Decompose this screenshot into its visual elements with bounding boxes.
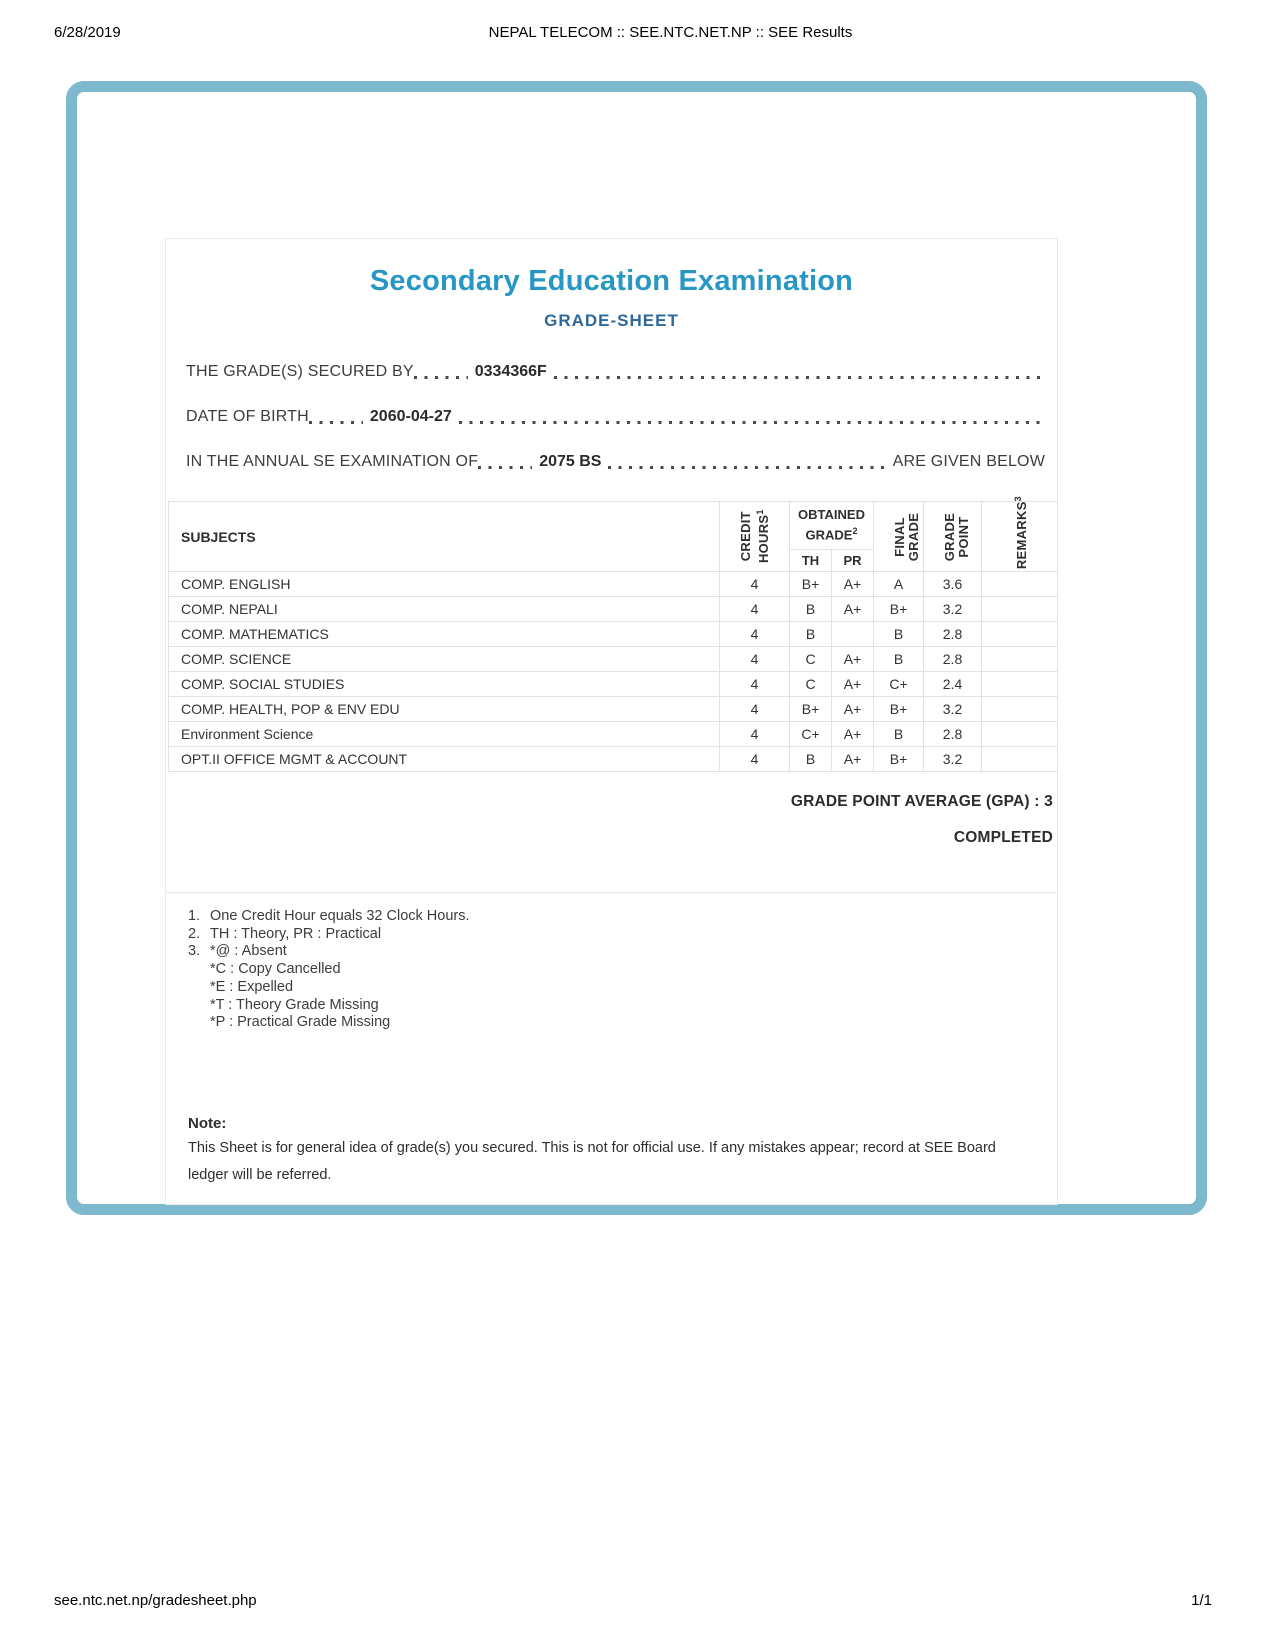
subject-name: Environment Science [169,722,720,747]
final-grade: B+ [874,597,924,622]
credit-hours: 4 [720,722,790,747]
section-divider [166,892,1057,893]
remarks [982,597,1058,622]
subject-name: COMP. ENGLISH [169,572,720,597]
col-header-grade-point: GRADE POINT [924,502,982,572]
footnote-item [188,926,470,944]
practical-grade: A+ [832,747,874,772]
practical-grade: A+ [832,672,874,697]
dotted-leader [459,421,1045,424]
final-grade: B+ [874,697,924,722]
final-grade: B [874,647,924,672]
print-page-title: NEPAL TELECOM :: SEE.NTC.NET.NP :: SEE Results [488,24,853,41]
sheet-subtitle: GRADE-SHEET [544,311,679,330]
dotted-leader [414,376,468,379]
credit-hours: 4 [720,697,790,722]
practical-grade: A+ [832,647,874,672]
footnote-item [188,943,470,961]
exam-year-label: IN THE ANNUAL SE EXAMINATION OF [186,453,479,470]
gpa-label: GRADE POINT AVERAGE (GPA) : [790,793,1040,810]
table-row [169,747,1058,772]
table-row [169,722,1058,747]
credit-hours: 4 [720,572,790,597]
col-header-obtained-grade: OBTAINED GRADE$^2$ [790,502,874,550]
col-header-subjects: SUBJECTS [169,502,720,572]
theory-grade: B+ [790,572,832,597]
footer-url: see.ntc.net.np/gradesheet.php [54,1592,257,1609]
credit-hours: 4 [720,597,790,622]
final-grade: C+ [874,672,924,697]
dob-line [186,408,1045,426]
footnote-subitem: *E : Expelled [210,978,294,995]
dotted-leader [478,466,532,469]
footnote-subitem: *P : Practical Grade Missing [210,1014,391,1031]
symbol-number-value: 0334366F [474,363,547,380]
print-date: 6/28/2019 [54,24,121,41]
footnote-number: 2. [188,925,201,942]
grade-point: 3.6 [924,572,982,597]
subject-name: COMP. NEPALI [169,597,720,622]
subject-name: COMP. SOCIAL STUDIES [169,672,720,697]
practical-grade: A+ [832,597,874,622]
exam-year-line [186,453,1045,471]
subject-name: COMP. HEALTH, POP & ENV EDU [169,697,720,722]
remarks [982,572,1058,597]
final-grade: A [874,572,924,597]
subject-name: OPT.II OFFICE MGMT & ACCOUNT [169,747,720,772]
gpa-value: 3 [1044,793,1053,810]
credit-hours: 4 [720,647,790,672]
subject-name: COMP. SCIENCE [169,647,720,672]
footnote-text: One Credit Hour equals 32 Clock Hours. [210,908,470,924]
dob-label: DATE OF BIRTH [186,408,309,425]
final-grade: B [874,622,924,647]
footnote-number: 1. [188,908,201,924]
note-label: Note: [188,1115,227,1132]
table-row [169,597,1058,622]
credit-hours: 4 [720,672,790,697]
grade-sheet [165,238,1058,1205]
col-header-remarks: REMARKS$^3$ [982,502,1058,572]
practical-grade [832,622,874,647]
credit-hours: 4 [720,747,790,772]
remarks [982,697,1058,722]
grade-point: 3.2 [924,597,982,622]
final-grade: B+ [874,747,924,772]
theory-grade: B [790,622,832,647]
dotted-leader [554,376,1045,379]
dob-value: 2060-04-27 [369,408,452,425]
final-grade: B [874,722,924,747]
theory-grade: C+ [790,722,832,747]
table-row [169,572,1058,597]
footnote-number: 3. [188,943,201,960]
practical-grade: A+ [832,697,874,722]
status-badge: COMPLETED [953,829,1053,846]
footnote-item [188,908,470,926]
practical-grade: A+ [832,722,874,747]
col-header-final-grade: FINAL GRADE [874,502,924,572]
table-row [169,672,1058,697]
dotted-leader [309,421,363,424]
gpa-summary [166,793,1053,811]
grade-point: 3.2 [924,697,982,722]
grade-point: 2.8 [924,622,982,647]
table-row [169,697,1058,722]
dotted-leader [608,466,885,469]
candidate-info [186,363,1045,498]
table-row [169,622,1058,647]
credit-hours: 4 [720,622,790,647]
secured-by-label: THE GRADE(S) SECURED BY [186,363,414,380]
theory-grade: B+ [790,697,832,722]
note-text: This Sheet is for general idea of grade(s) you secured. This is not for official use. If any mistakes appear; record at SEE Board ledger will be referred. [188,1140,996,1183]
exam-year-value: 2075 BS [539,453,602,470]
footnote-text: *@ : Absent [210,943,287,960]
table-header-row [169,502,1058,550]
theory-grade: B [790,747,832,772]
grade-point: 2.8 [924,647,982,672]
practical-grade: A+ [832,572,874,597]
col-header-credit-hours: CREDIT HOURS$^1$ [720,502,790,572]
remarks [982,722,1058,747]
col-header-pr: PR [832,550,874,572]
theory-grade: C [790,647,832,672]
subject-name: COMP. MATHEMATICS [169,622,720,647]
table-row [169,647,1058,672]
col-header-th: TH [790,550,832,572]
theory-grade: B [790,597,832,622]
footnote-subitem: *C : Copy Cancelled [210,961,341,978]
grades-table [168,496,1058,772]
remarks [982,672,1058,697]
remarks [982,622,1058,647]
grade-point: 2.8 [924,722,982,747]
remarks [982,747,1058,772]
footnote-subitem: *T : Theory Grade Missing [210,996,379,1013]
grade-point: 3.2 [924,747,982,772]
footnote-text: TH : Theory, PR : Practical [210,925,382,942]
note-section [188,1115,1020,1189]
sheet-title: Secondary Education Examination [369,265,854,297]
exam-year-suffix: ARE GIVEN BELOW [892,453,1045,470]
secured-by-line [186,363,1045,381]
footer-page-number: 1/1 [1191,1592,1212,1609]
footnotes [188,908,470,1032]
theory-grade: C [790,672,832,697]
grade-point: 2.4 [924,672,982,697]
remarks [982,647,1058,672]
